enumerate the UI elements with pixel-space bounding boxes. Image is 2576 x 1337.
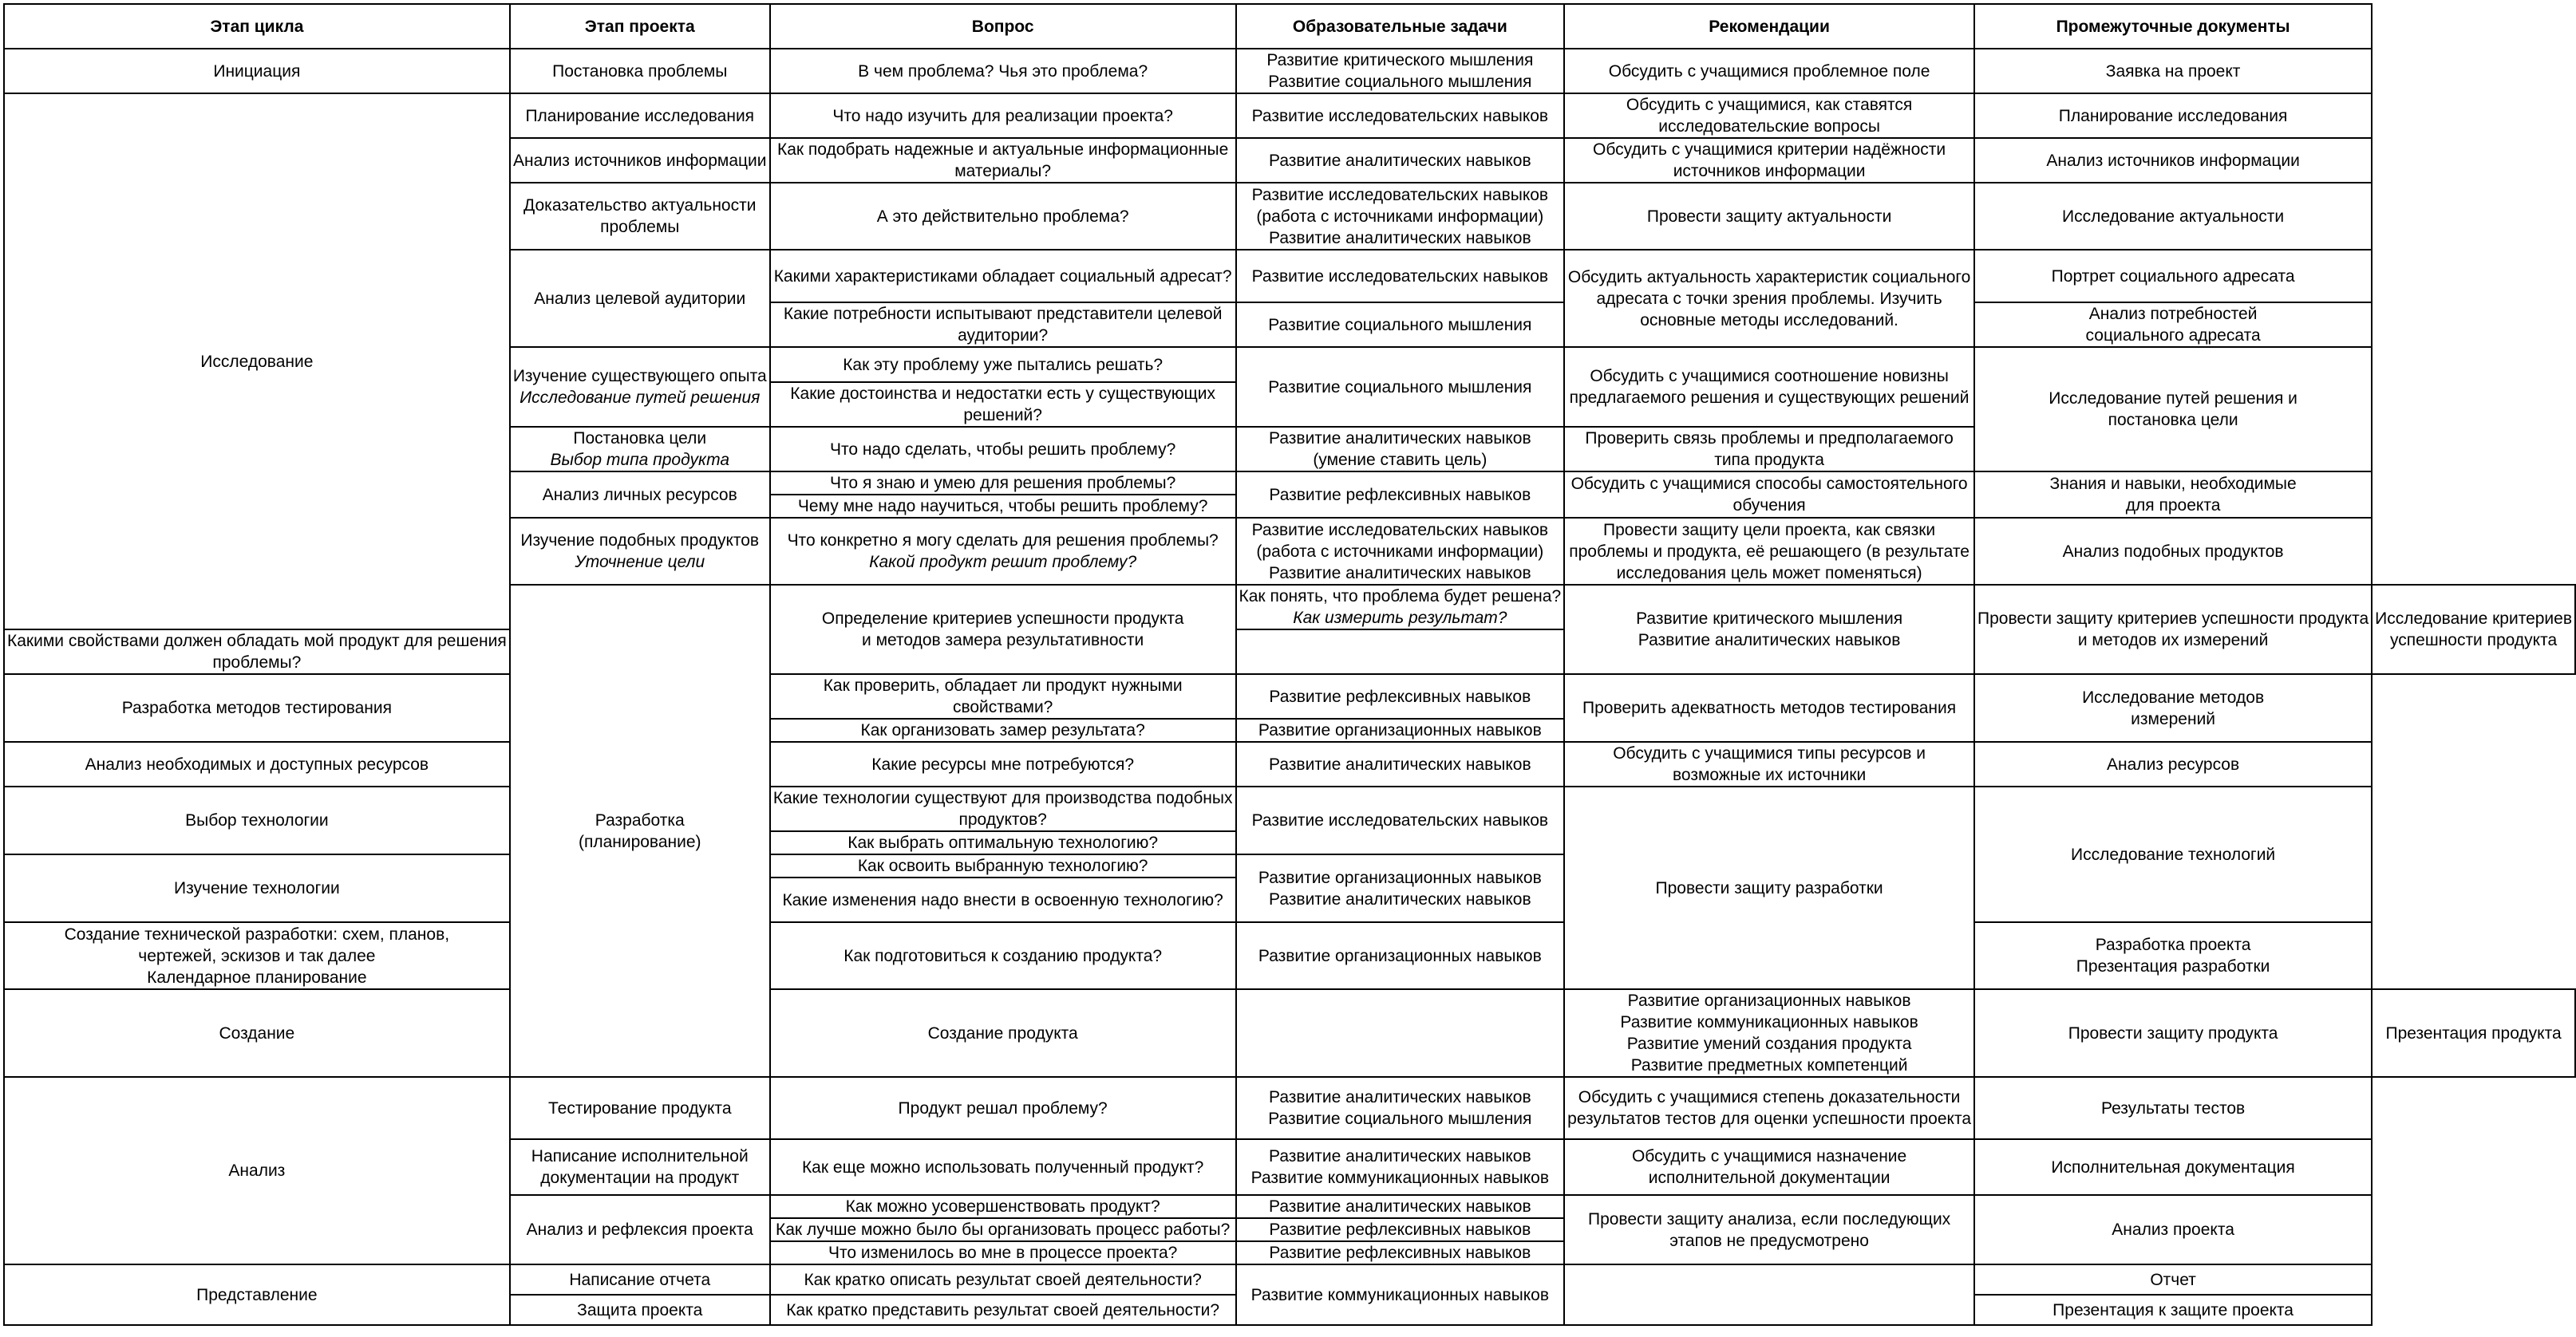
task-line: (работа с источниками информации) bbox=[1256, 542, 1544, 561]
stage-cell: Выбор технологии bbox=[4, 787, 510, 854]
doc-line: Исследование критериев bbox=[2375, 609, 2572, 628]
table-row bbox=[4, 674, 2575, 719]
rec-line: исследования цель может поменяться) bbox=[1616, 563, 1922, 582]
document-cell: Презентация продукта bbox=[2372, 989, 2575, 1077]
stage-line: Определение критериев успешности продукта bbox=[821, 609, 1184, 628]
recommendation-cell bbox=[1564, 518, 1974, 585]
question-line: Как понять, что проблема будет решена? bbox=[1239, 587, 1562, 605]
rec-line: Обсудить с учащимися критерии надёжности bbox=[1593, 140, 1946, 159]
document-cell bbox=[1974, 347, 2372, 471]
rec-line: Провести защиту анализа, если последующих bbox=[1587, 1209, 1951, 1229]
tasks-cell: Развитие исследовательских навыков bbox=[1236, 250, 1565, 302]
question-cell: Чему мне надо научиться, чтобы решить проблему? bbox=[770, 495, 1236, 518]
rec-line: Провести защиту критериев успешности продукта bbox=[1977, 609, 2369, 628]
doc-line: измерений bbox=[2131, 709, 2216, 728]
table-row bbox=[4, 1264, 2575, 1295]
recommendation-cell bbox=[1564, 138, 1974, 183]
tasks-cell: Развитие аналитических навыков bbox=[1236, 138, 1565, 183]
task-line: Развитие умений создания продукта bbox=[1626, 1035, 1912, 1053]
rec-line: Проверить связь проблемы и предполагаемого bbox=[1585, 429, 1954, 448]
rec-line: Обсудить с учащимися назначение bbox=[1631, 1147, 1907, 1165]
question-cell: Какие достоинства и недостатки есть у существующих решений? bbox=[770, 382, 1236, 427]
question-cell: Продукт решал проблему? bbox=[770, 1077, 1236, 1139]
question-cell: Как подобрать надежные и актуальные информационные материалы? bbox=[770, 138, 1236, 183]
table-row bbox=[4, 1077, 2575, 1139]
task-line: Развитие аналитических навыков bbox=[1638, 631, 1901, 649]
task-line: Развитие социального мышления bbox=[1268, 73, 1532, 91]
stage-cell: Доказательство актуальности проблемы bbox=[510, 183, 770, 250]
project-cycle-table bbox=[3, 3, 2576, 1326]
rec-line: результатов тестов для оценки успешности проекта bbox=[1567, 1110, 1972, 1128]
question-cell: Какие потребности испытывают представители целевой аудитории? bbox=[770, 302, 1236, 347]
recommendation-cell bbox=[1564, 427, 1974, 471]
task-line: Развитие аналитических навыков bbox=[1269, 1088, 1531, 1106]
recommendation-cell bbox=[1564, 471, 1974, 518]
tasks-cell bbox=[1236, 183, 1565, 250]
doc-line: Анализ потребностей bbox=[2088, 305, 2258, 323]
rec-line: Обсудить с учащимися степень доказательности bbox=[1578, 1088, 1961, 1106]
doc-line: Исследование путей решения и bbox=[2049, 389, 2297, 408]
cycle-initiation: Инициация bbox=[4, 49, 510, 93]
tasks-cell bbox=[1236, 1139, 1565, 1195]
tasks-cell: Развитие социального мышления bbox=[1236, 302, 1565, 347]
question-cell: Что я знаю и умею для решения проблемы? bbox=[770, 471, 1236, 495]
document-cell: Презентация к защите проекта bbox=[1974, 1295, 2372, 1325]
question-cell bbox=[4, 629, 510, 674]
recommendation-cell bbox=[1564, 93, 1974, 138]
question-line: Какими свойствами должен обладать мой продукт для решения bbox=[7, 632, 507, 650]
question-line: продуктов? bbox=[958, 810, 1047, 829]
task-line: Развитие коммуникационных навыков bbox=[1620, 1013, 1918, 1031]
table-row bbox=[4, 742, 2575, 787]
recommendation-cell bbox=[1564, 1077, 1974, 1139]
document-cell: Заявка на проект bbox=[1974, 49, 2372, 93]
task-line: Развитие организационных навыков bbox=[1258, 868, 1542, 887]
question-cell: Что надо изучить для реализации проекта? bbox=[770, 93, 1236, 138]
table-row bbox=[4, 93, 2575, 138]
task-line: (работа с источниками информации) bbox=[1256, 207, 1544, 226]
cycle-line: Разработка bbox=[595, 810, 685, 830]
tasks-cell bbox=[1564, 585, 1974, 674]
question-cell: Как выбрать оптимальную технологию? bbox=[770, 831, 1236, 854]
stage-line: чертежей, эскизов и так далее bbox=[138, 946, 376, 965]
stage-cell: Постановка проблемы bbox=[510, 49, 770, 93]
rec-line: этапов не предусмотрено bbox=[1669, 1231, 1869, 1250]
rec-line: и методов их измерений bbox=[2077, 631, 2269, 649]
doc-line: социального адресата bbox=[2085, 326, 2261, 345]
stage-line-italic: Исследование путей решения bbox=[520, 388, 761, 407]
rec-line: Провести защиту цели проекта, как связки bbox=[1603, 520, 1936, 539]
task-line: Развитие предметных компетенций bbox=[1630, 1056, 1908, 1075]
rec-line: адресата с точки зрения проблемы. Изучить bbox=[1596, 289, 1942, 308]
rec-line: проблемы и продукта, её решающего (в результате bbox=[1569, 542, 1970, 561]
task-line: Развитие критического мышления bbox=[1266, 51, 1534, 69]
question-cell-empty bbox=[1236, 989, 1565, 1077]
recommendation-cell bbox=[1564, 1195, 1974, 1264]
task-line: Развитие организационных навыков bbox=[1627, 992, 1911, 1010]
question-cell: Как эту проблему уже пытались решать? bbox=[770, 347, 1236, 382]
rec-line: типа продукта bbox=[1714, 451, 1824, 469]
tasks-cell bbox=[1236, 854, 1565, 922]
cycle-presentation: Представление bbox=[4, 1264, 510, 1325]
recommendation-cell bbox=[1974, 585, 2372, 674]
document-cell: Анализ проекта bbox=[1974, 1195, 2372, 1264]
recommendation-cell: Провести защиту разработки bbox=[1564, 787, 1974, 989]
header-documents: Промежуточные документы bbox=[1974, 4, 2372, 49]
question-cell: Как подготовиться к созданию продукта? bbox=[770, 922, 1236, 989]
doc-line: Знания и навыки, необходимые bbox=[2049, 475, 2297, 493]
doc-line: Разработка проекта bbox=[2095, 936, 2251, 954]
rec-line: возможные их источники bbox=[1672, 766, 1867, 784]
document-cell: Анализ ресурсов bbox=[1974, 742, 2372, 787]
question-cell bbox=[1236, 585, 1565, 629]
stage-cell: Разработка методов тестирования bbox=[4, 674, 510, 742]
stage-cell bbox=[4, 922, 510, 989]
document-cell: Исполнительная документация bbox=[1974, 1139, 2372, 1195]
document-cell: Исследование актуальности bbox=[1974, 183, 2372, 250]
rec-line: основные методы исследований. bbox=[1640, 310, 1898, 329]
tasks-cell: Развитие организационных навыков bbox=[1236, 719, 1565, 742]
question-line-italic: Какой продукт решит проблему? bbox=[869, 553, 1137, 571]
stage-cell bbox=[770, 585, 1236, 674]
question-cell: Как лучше можно было бы организовать процесс работы? bbox=[770, 1218, 1236, 1241]
tasks-cell: Развитие рефлексивных навыков bbox=[1236, 471, 1565, 518]
stage-cell: Написание исполнительной документации на продукт bbox=[510, 1139, 770, 1195]
document-cell bbox=[1974, 302, 2372, 347]
tasks-cell bbox=[1236, 518, 1565, 585]
recommendation-cell: Провести защиту продукта bbox=[1974, 989, 2372, 1077]
recommendation-cell: Провести защиту актуальности bbox=[1564, 183, 1974, 250]
document-cell: Анализ источников информации bbox=[1974, 138, 2372, 183]
recommendation-cell: Обсудить с учащимися проблемное поле bbox=[1564, 49, 1974, 93]
recommendation-cell-empty bbox=[1564, 1264, 1974, 1325]
recommendation-cell bbox=[1564, 1139, 1974, 1195]
tasks-cell: Развитие социального мышления bbox=[1236, 347, 1565, 427]
task-line: Развитие аналитических навыков bbox=[1269, 228, 1531, 247]
task-line: Развитие исследовательских навыков bbox=[1251, 520, 1549, 539]
table-row bbox=[4, 922, 2575, 989]
question-cell: А это действительно проблема? bbox=[770, 183, 1236, 250]
cycle-analysis: Анализ bbox=[4, 1077, 510, 1264]
header-recommendations: Рекомендации bbox=[1564, 4, 1974, 49]
rec-line: источников информации bbox=[1673, 162, 1866, 180]
stage-cell bbox=[510, 347, 770, 427]
tasks-cell: Развитие организационных навыков bbox=[1236, 922, 1565, 989]
stage-cell: Планирование исследования bbox=[510, 93, 770, 138]
tasks-cell: Развитие аналитических навыков bbox=[1236, 742, 1565, 787]
tasks-cell bbox=[1564, 989, 1974, 1077]
tasks-cell bbox=[1236, 427, 1565, 471]
rec-line: исследовательские вопросы bbox=[1658, 117, 1880, 136]
question-cell: Как кратко описать результат своей деятельности? bbox=[770, 1264, 1236, 1295]
question-cell: Как проверить, обладает ли продукт нужными свойствами? bbox=[770, 674, 1236, 719]
rec-line: Обсудить актуальность характеристик социального bbox=[1567, 267, 1971, 286]
task-line: Развитие социального мышления bbox=[1268, 1110, 1532, 1128]
recommendation-cell bbox=[1564, 250, 1974, 347]
stage-line-italic: Выбор типа продукта bbox=[550, 451, 730, 469]
document-cell: Результаты тестов bbox=[1974, 1077, 2372, 1139]
tasks-cell bbox=[1236, 1077, 1565, 1139]
question-cell: Какие ресурсы мне потребуются? bbox=[770, 742, 1236, 787]
stage-line: Создание технической разработки: схем, планов, bbox=[64, 925, 450, 944]
question-line-italic: Как измерить результат? bbox=[1293, 609, 1507, 627]
task-line: Развитие исследовательских навыков bbox=[1251, 185, 1549, 204]
recommendation-cell: Проверить адекватность методов тестирования bbox=[1564, 674, 1974, 742]
question-cell bbox=[770, 518, 1236, 585]
tasks-cell: Развитие коммуникационных навыков bbox=[1236, 1264, 1565, 1325]
header-stage: Этап проекта bbox=[510, 4, 770, 49]
document-cell bbox=[1974, 922, 2372, 989]
tasks-cell: Развитие аналитических навыков bbox=[1236, 1195, 1565, 1218]
rec-line: Обсудить с учащимися типы ресурсов и bbox=[1613, 744, 1926, 763]
stage-cell: Анализ необходимых и доступных ресурсов bbox=[4, 742, 510, 787]
header-question: Вопрос bbox=[770, 4, 1236, 49]
rec-line: предлагаемого решения и существующих решений bbox=[1569, 388, 1970, 407]
rec-line: Обсудить с учащимися, как ставятся bbox=[1626, 96, 1913, 114]
question-cell: Как еще можно использовать полученный продукт? bbox=[770, 1139, 1236, 1195]
task-line: Развитие аналитических навыков bbox=[1269, 429, 1531, 448]
rec-line: обучения bbox=[1732, 496, 1806, 515]
doc-line: Исследование методов bbox=[2082, 688, 2265, 707]
document-cell: Планирование исследования bbox=[1974, 93, 2372, 138]
document-cell bbox=[1974, 471, 2372, 518]
tasks-cell: Развитие рефлексивных навыков bbox=[1236, 1218, 1565, 1241]
header-cycle: Этап цикла bbox=[4, 4, 510, 49]
cycle-development bbox=[510, 585, 770, 1077]
project-cycle-sheet bbox=[3, 3, 2576, 1326]
stage-cell: Анализ целевой аудитории bbox=[510, 250, 770, 347]
document-cell: Анализ подобных продуктов bbox=[1974, 518, 2372, 585]
stage-line: Изучение подобных продуктов bbox=[520, 531, 760, 550]
stage-cell: Создание продукта bbox=[770, 989, 1236, 1077]
doc-line: успешности продукта bbox=[2390, 631, 2558, 649]
document-cell bbox=[1974, 674, 2372, 742]
stage-cell: Изучение технологии bbox=[4, 854, 510, 922]
task-line: Развитие аналитических навыков bbox=[1269, 563, 1531, 582]
task-line: Развитие аналитических навыков bbox=[1269, 889, 1531, 909]
document-cell: Исследование технологий bbox=[1974, 787, 2372, 922]
document-cell: Отчет bbox=[1974, 1264, 2372, 1295]
task-line: Развитие аналитических навыков bbox=[1269, 1147, 1531, 1165]
stage-line: Постановка цели bbox=[573, 429, 707, 448]
tasks-cell: Развитие исследовательских навыков bbox=[1236, 787, 1565, 854]
table-row bbox=[4, 989, 2575, 1077]
question-cell: Какими характеристиками обладает социальный адресат? bbox=[770, 250, 1236, 302]
stage-line-italic: Уточнение цели bbox=[575, 553, 705, 571]
rec-line: Обсудить с учащимися соотношение новизны bbox=[1590, 367, 1949, 385]
task-line: Развитие коммуникационных навыков bbox=[1250, 1169, 1549, 1187]
stage-cell: Тестирование продукта bbox=[510, 1077, 770, 1139]
question-cell: В чем проблема? Чья это проблема? bbox=[770, 49, 1236, 93]
cycle-research: Исследование bbox=[4, 93, 510, 629]
question-cell: Как кратко представить результат своей деятельности? bbox=[770, 1295, 1236, 1325]
document-cell: Портрет социального адресата bbox=[1974, 250, 2372, 302]
stage-cell: Защита проекта bbox=[510, 1295, 770, 1325]
doc-line: для проекта bbox=[2125, 496, 2221, 515]
rec-line: Обсудить с учащимися способы самостоятельного bbox=[1570, 475, 1968, 493]
stage-cell bbox=[510, 427, 770, 471]
stage-cell: Написание отчета bbox=[510, 1264, 770, 1295]
tasks-cell: Развитие исследовательских навыков bbox=[1236, 93, 1565, 138]
question-cell bbox=[770, 787, 1236, 831]
recommendation-cell bbox=[1564, 742, 1974, 787]
question-cell: Как организовать замер результата? bbox=[770, 719, 1236, 742]
stage-cell: Анализ личных ресурсов bbox=[510, 471, 770, 518]
tasks-cell: Развитие рефлексивных навыков bbox=[1236, 1241, 1565, 1264]
question-cell: Что надо сделать, чтобы решить проблему? bbox=[770, 427, 1236, 471]
document-cell bbox=[2372, 585, 2575, 674]
stage-cell bbox=[510, 518, 770, 585]
stage-line: и методов замера результативности bbox=[862, 631, 1144, 649]
tasks-cell bbox=[1236, 49, 1565, 93]
stage-line: Календарное планирование bbox=[147, 968, 367, 987]
cycle-creation: Создание bbox=[4, 989, 510, 1077]
header-row bbox=[4, 4, 2575, 49]
question-cell: Что изменилось во мне в процессе проекта? bbox=[770, 1241, 1236, 1264]
cycle-line: (планирование) bbox=[578, 832, 701, 851]
question-cell: Какие изменения надо внести в освоенную технологию? bbox=[770, 878, 1236, 922]
question-line: Что конкретно я могу сделать для решения проблемы? bbox=[787, 531, 1219, 550]
doc-line: постановка цели bbox=[2108, 411, 2238, 429]
table-row bbox=[4, 787, 2575, 831]
rec-line: исполнительной документации bbox=[1648, 1169, 1891, 1187]
table-row bbox=[4, 49, 2575, 93]
recommendation-cell bbox=[1564, 347, 1974, 427]
task-line: (умение ставить цель) bbox=[1313, 451, 1488, 469]
question-line: Какие технологии существуют для производства подобных bbox=[772, 789, 1233, 807]
header-tasks: Образовательные задачи bbox=[1236, 4, 1565, 49]
question-cell: Как можно усовершенствовать продукт? bbox=[770, 1195, 1236, 1218]
task-line: Развитие критического мышления bbox=[1636, 609, 1903, 628]
question-line: проблемы? bbox=[212, 653, 302, 672]
stage-cell: Анализ источников информации bbox=[510, 138, 770, 183]
tasks-cell: Развитие рефлексивных навыков bbox=[1236, 674, 1565, 719]
question-cell: Как освоить выбранную технологию? bbox=[770, 854, 1236, 878]
stage-line: Изучение существующего опыта bbox=[512, 367, 767, 385]
doc-line: Презентация разработки bbox=[2076, 957, 2270, 976]
stage-cell: Анализ и рефлексия проекта bbox=[510, 1195, 770, 1264]
